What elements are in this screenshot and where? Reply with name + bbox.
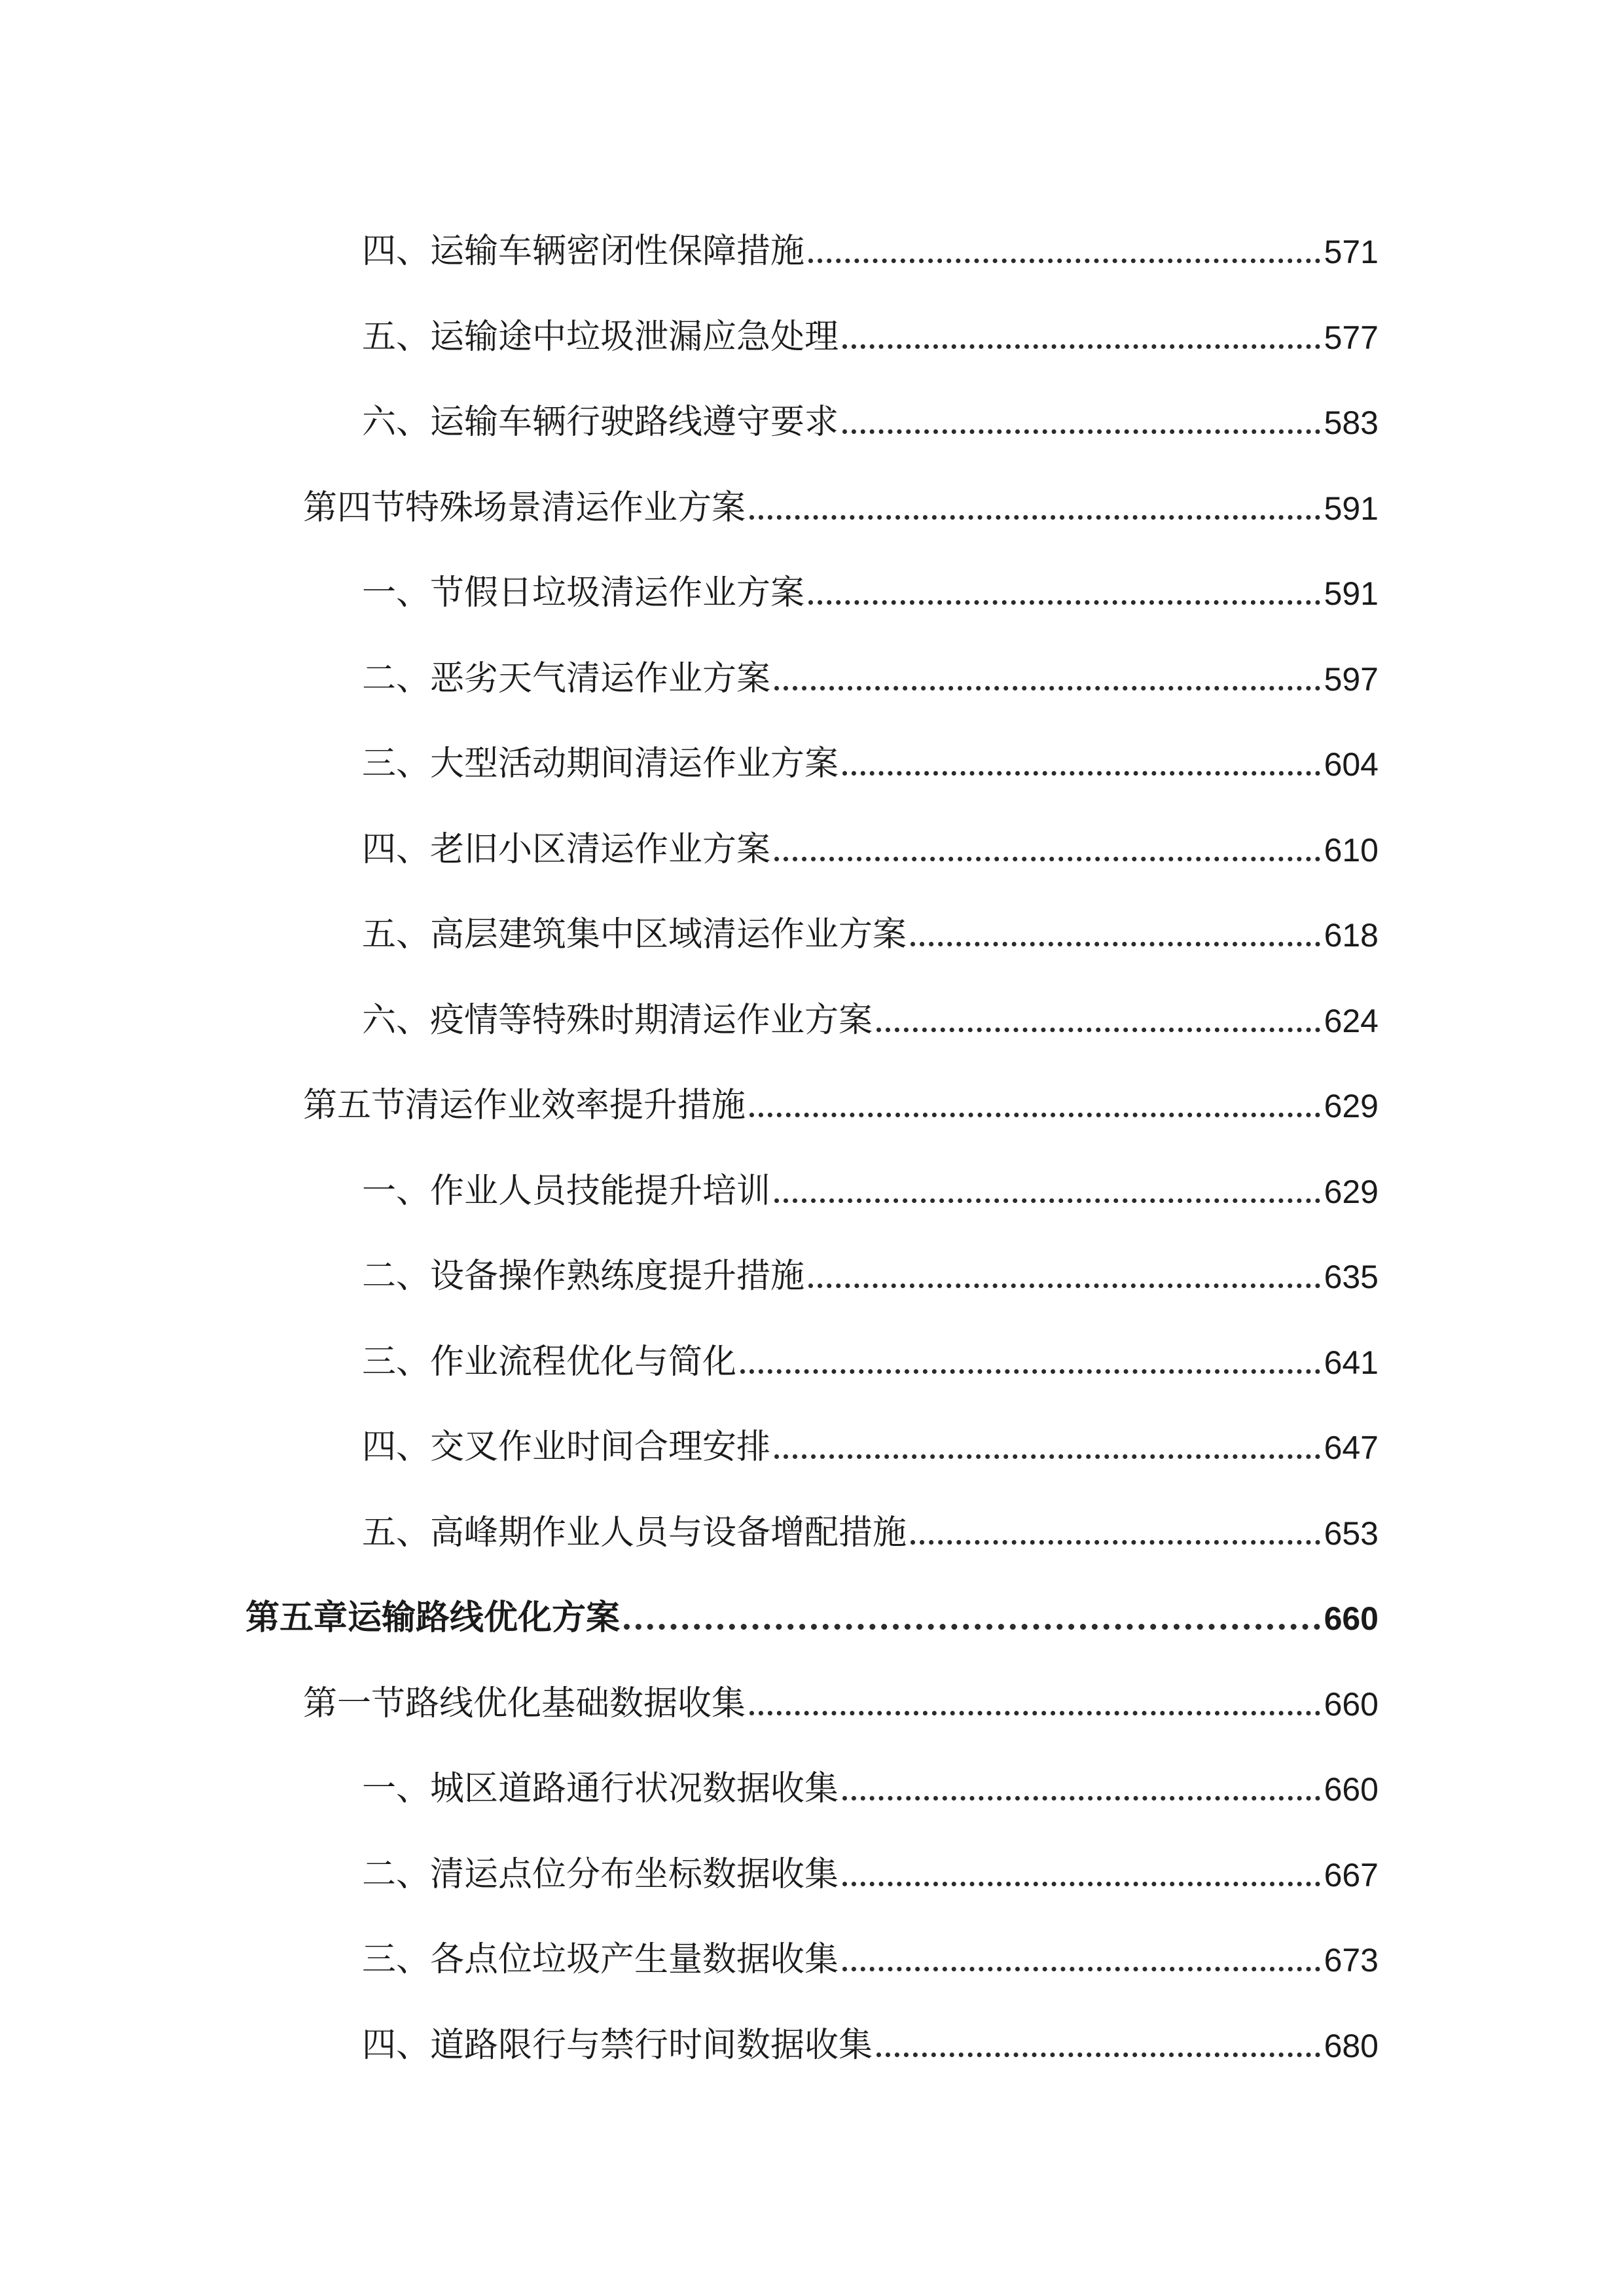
toc-entry-title: 二、恶劣天气清运作业方案 <box>362 658 771 698</box>
dot-leader <box>774 857 1320 861</box>
toc-entry-title: 四、交叉作业时间合理安排 <box>362 1427 771 1467</box>
toc-entry-title: 四、运输车辆密闭性保障措施 <box>362 232 805 271</box>
dot-leader <box>774 686 1320 691</box>
toc-entry-item[interactable] <box>362 808 1379 867</box>
toc-entry-title: 三、大型活动期间清运作业方案 <box>362 744 839 783</box>
toc-entry-section[interactable] <box>303 1662 1379 1721</box>
toc-entry-page-number: 597 <box>1324 660 1379 698</box>
dot-leader <box>842 1967 1320 1971</box>
dot-leader <box>624 1624 1320 1630</box>
dot-leader <box>740 1369 1320 1374</box>
dot-leader <box>842 344 1320 349</box>
toc-entry-page-number: 653 <box>1324 1515 1379 1552</box>
toc-entry-section[interactable] <box>303 1064 1379 1125</box>
toc-entry-page-number: 660 <box>1324 1600 1379 1637</box>
toc-entry-item[interactable] <box>362 1149 1379 1211</box>
toc-entry-item[interactable] <box>362 1918 1379 1977</box>
toc-entry-title: 六、疫情等特殊时期清运作业方案 <box>362 1000 873 1040</box>
toc-entry-item[interactable] <box>362 551 1379 613</box>
toc-entry-page-number: 660 <box>1324 1771 1379 1808</box>
dot-leader <box>911 1540 1320 1545</box>
dot-leader <box>808 1283 1320 1288</box>
toc-entry-page-number: 591 <box>1324 490 1379 527</box>
toc-entry-item[interactable] <box>362 1405 1379 1467</box>
toc-entry-title: 第四节特殊场景清运作业方案 <box>303 488 746 528</box>
toc-entry-page-number: 629 <box>1324 1173 1379 1210</box>
dot-leader <box>911 942 1320 946</box>
toc-entry-chapter[interactable] <box>245 1576 1379 1638</box>
dot-leader <box>774 1198 1320 1203</box>
toc-entry-page-number: 591 <box>1324 575 1379 612</box>
toc-entry-section[interactable] <box>303 466 1379 528</box>
toc-entry-title: 三、作业流程优化与简化 <box>362 1342 737 1382</box>
toc-entry-title: 五、高层建筑集中区域清运作业方案 <box>362 915 907 954</box>
dot-leader <box>876 2053 1320 2057</box>
dot-leader <box>842 1882 1320 1886</box>
dot-leader <box>774 1454 1320 1459</box>
toc-entry-page-number: 667 <box>1324 1856 1379 1893</box>
toc-entry-item[interactable] <box>362 978 1379 1040</box>
toc-entry-page-number: 577 <box>1324 319 1379 356</box>
toc-entry-title: 一、节假日垃圾清运作业方案 <box>362 573 805 613</box>
toc-entry-item[interactable] <box>362 1747 1379 1806</box>
dot-leader <box>842 429 1320 434</box>
toc-entry-item[interactable] <box>362 295 1379 357</box>
toc-entry-page-number: 635 <box>1324 1259 1379 1295</box>
toc-entry-item[interactable] <box>362 380 1379 442</box>
toc-entry-title: 第一节路线优化基础数据收集 <box>303 1683 746 1723</box>
toc-entry-page-number: 604 <box>1324 746 1379 783</box>
toc-entry-page-number: 660 <box>1324 1685 1379 1723</box>
toc-entry-title: 二、清运点位分布坐标数据收集 <box>362 1854 839 1894</box>
toc-entry-item[interactable] <box>362 209 1379 271</box>
toc-entry-title: 第五章运输路线优化方案 <box>245 1598 621 1638</box>
toc-entry-item[interactable] <box>362 637 1379 696</box>
dot-leader <box>842 1796 1320 1801</box>
toc-entry-page-number: 583 <box>1324 404 1379 441</box>
dot-leader <box>749 1711 1320 1715</box>
dot-leader <box>749 1113 1320 1117</box>
toc-entry-item[interactable] <box>362 1491 1379 1550</box>
toc-entry-page-number: 647 <box>1324 1429 1379 1466</box>
toc-entry-title: 五、高峰期作业人员与设备增配措施 <box>362 1513 907 1552</box>
toc-entry-page-number: 673 <box>1324 1942 1379 1979</box>
toc-entry-title: 一、城区道路通行状况数据收集 <box>362 1769 839 1808</box>
dot-leader <box>808 259 1320 263</box>
toc-entry-item[interactable] <box>362 1234 1379 1296</box>
toc-entry-item[interactable] <box>362 1833 1379 1892</box>
toc-entry-title: 四、道路限行与禁行时间数据收集 <box>362 2025 873 2065</box>
dot-leader <box>842 771 1320 776</box>
dot-leader <box>876 1028 1320 1032</box>
toc-entry-title: 第五节清运作业效率提升措施 <box>303 1086 746 1125</box>
toc-entry-title: 六、运输车辆行驶路线遵守要求 <box>362 403 839 442</box>
toc-entry-page-number: 571 <box>1324 234 1379 270</box>
toc-entry-page-number: 624 <box>1324 1002 1379 1039</box>
dot-leader <box>808 600 1320 605</box>
toc-entry-title: 三、各点位垃圾产生量数据收集 <box>362 1940 839 1979</box>
toc-entry-title: 二、设备操作熟练度提升措施 <box>362 1257 805 1296</box>
toc-entry-title: 一、作业人员技能提升培训 <box>362 1171 771 1211</box>
dot-leader <box>749 515 1320 520</box>
toc-entry-page-number: 618 <box>1324 917 1379 954</box>
toc-entry-page-number: 680 <box>1324 2027 1379 2064</box>
toc-entry-title: 四、老旧小区清运作业方案 <box>362 829 771 869</box>
toc-entry-item[interactable] <box>362 893 1379 952</box>
toc-entry-item[interactable] <box>362 1320 1379 1382</box>
toc-entry-item[interactable] <box>362 2003 1379 2065</box>
toc-entry-page-number: 629 <box>1324 1088 1379 1124</box>
toc-entry-page-number: 610 <box>1324 831 1379 869</box>
toc-entry-item[interactable] <box>362 722 1379 781</box>
toc-entry-page-number: 641 <box>1324 1344 1379 1381</box>
toc-entry-title: 五、运输途中垃圾泄漏应急处理 <box>362 317 839 357</box>
